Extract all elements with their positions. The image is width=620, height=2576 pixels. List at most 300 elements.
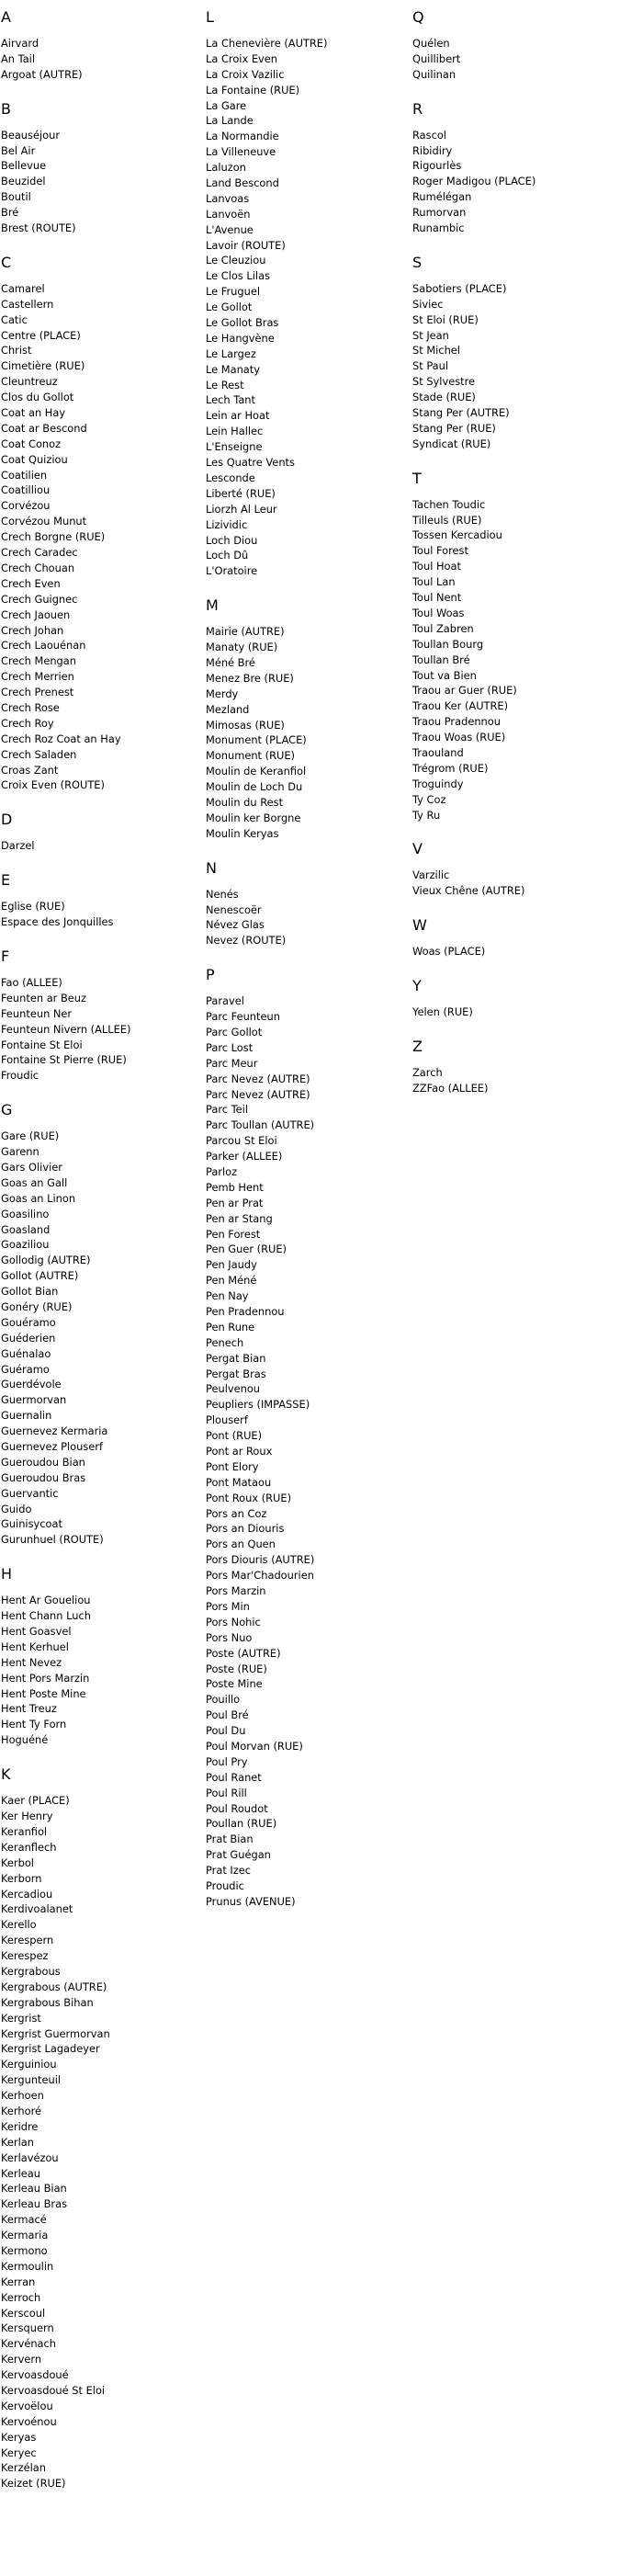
street-name: Le Cleuziou <box>206 254 266 267</box>
street-name: Gollot (AUTRE) <box>1 1269 79 1283</box>
street-name: Keizet (RUE) <box>1 2477 66 2491</box>
street-name: Crech Roz Coat an Hay <box>1 732 121 745</box>
section-g <box>1 1101 198 1548</box>
street-name: Guénalao <box>1 1346 51 1360</box>
street-name: Siviec <box>412 297 444 311</box>
street-name: Yelen (RUE) <box>412 1005 473 1019</box>
street-name: Roger Madigou (PLACE) <box>412 175 536 188</box>
street-name: Garenn <box>1 1145 39 1159</box>
section-a <box>1 8 198 83</box>
street-name: Vieux Chêne (AUTRE) <box>412 884 525 898</box>
section-m <box>206 596 403 841</box>
street-name: Parc Gollot <box>206 1025 263 1038</box>
street-name: Mairie (AUTRE) <box>206 625 285 639</box>
section-b <box>1 100 198 236</box>
street-name: Les Quatre Vents <box>206 456 295 470</box>
street-name: Goas an Linon <box>1 1191 76 1205</box>
street-name: Pen Rune <box>206 1320 255 1333</box>
street-name: Ty Coz <box>412 792 446 806</box>
street-name: Ker Henry <box>1 1810 53 1823</box>
street-name: Lesconde <box>206 471 255 484</box>
street-name: Hent Goasvel <box>1 1625 72 1639</box>
street-name: Coat an Hay <box>1 406 66 420</box>
street-name: Moulin de Keranfiol <box>206 765 307 778</box>
street-name: Kergrabous (AUTRE) <box>1 1980 107 1993</box>
street-name: Goas an Gall <box>1 1175 68 1189</box>
street-name: Kermaria <box>1 2229 49 2242</box>
section-letter: L <box>206 8 214 26</box>
street-name: Pouillo <box>206 1693 241 1707</box>
street-name: Christ <box>1 344 32 357</box>
section-l <box>206 8 403 579</box>
street-name: Guernalin <box>1 1409 52 1423</box>
street-name: Le Gollot <box>206 301 253 314</box>
index-column-3 <box>412 8 610 1114</box>
street-name: Peupliers (IMPASSE) <box>206 1398 310 1412</box>
street-name: Castellern <box>1 297 54 311</box>
street-name: Pors Nohic <box>206 1615 261 1628</box>
section-letter: C <box>1 253 12 271</box>
street-name: Proudic <box>206 1878 244 1892</box>
street-name: Pen Méné <box>206 1274 257 1288</box>
street-name: Peulvenou <box>206 1382 261 1396</box>
street-name: Kerlavézou <box>1 2150 59 2164</box>
street-name: Crech Laouénan <box>1 639 86 653</box>
street-name: Espace des Jonquilles <box>1 915 114 929</box>
street-name: Feunten ar Beuz <box>1 991 86 1004</box>
street-list <box>1 899 198 930</box>
section-letter: Y <box>412 977 422 995</box>
section-e <box>1 871 198 930</box>
street-name: Kergrist Lagadeyer <box>1 2042 100 2056</box>
street-name: Crech Even <box>1 576 61 590</box>
street-list <box>412 36 610 83</box>
street-name: Tossen Kercadiou <box>412 528 502 542</box>
street-name: Gare (RUE) <box>1 1129 60 1143</box>
street-name: Pen Guer (RUE) <box>206 1243 287 1256</box>
street-name: Toul Lan <box>412 575 456 589</box>
street-name: Pors Marzin <box>206 1584 266 1598</box>
street-name: La Gare <box>206 98 247 112</box>
street-name: Poul Ranet <box>206 1770 262 1784</box>
street-name: L'Avenue <box>206 222 254 236</box>
street-name: Kerhoen <box>1 2089 44 2103</box>
street-name: Kerespez <box>1 1949 49 1963</box>
street-name: Moulin ker Borgne <box>206 811 301 824</box>
street-list <box>412 128 610 236</box>
street-name: Beuzidel <box>1 175 46 188</box>
street-name: Beauséjour <box>1 128 60 142</box>
street-name: Nenés <box>206 887 239 901</box>
street-name: Toullan Bourg <box>412 637 484 651</box>
street-name: Liberté (RUE) <box>206 486 276 500</box>
street-name: Kerespern <box>1 1934 54 1947</box>
street-name: Rumélégan <box>412 190 472 204</box>
street-name: Pont (RUE) <box>206 1429 263 1443</box>
street-name: Menez Bre (RUE) <box>206 671 294 685</box>
street-name: Pors an Coz <box>206 1506 267 1520</box>
street-name: Monument (RUE) <box>206 749 295 763</box>
section-w <box>412 916 610 959</box>
street-name: Sabotiers (PLACE) <box>412 281 507 295</box>
street-list <box>1 838 198 854</box>
street-name: Guernevez Plouserf <box>1 1440 103 1454</box>
street-name: Nenescoër <box>206 902 262 916</box>
street-name: Pors Nuo <box>206 1630 253 1644</box>
street-name: Crech Chouan <box>1 561 75 574</box>
street-name: Kermono <box>1 2243 48 2257</box>
street-name: Land Bescond <box>206 176 279 190</box>
street-name: Laluzon <box>206 161 246 175</box>
street-name: Traou Woas (RUE) <box>412 731 506 744</box>
street-name: Hent Kerhuel <box>1 1640 69 1653</box>
street-name: Quélen <box>412 37 450 50</box>
street-name: Parc Toullan (AUTRE) <box>206 1118 315 1132</box>
street-name: Ty Ru <box>412 808 441 822</box>
street-name: Kerello <box>1 1918 37 1932</box>
street-name: Kergrabous Bihan <box>1 1995 94 2009</box>
street-name: Fao (ALLEE) <box>1 975 62 989</box>
street-name: Prat Bian <box>206 1833 254 1846</box>
street-name: Pen Pradennou <box>206 1305 285 1319</box>
street-name: Tilleuls (RUE) <box>412 513 482 527</box>
street-name: Poul Du <box>206 1724 246 1738</box>
street-name: Gueroudou Bian <box>1 1455 85 1469</box>
street-name: Poul Pry <box>206 1754 248 1768</box>
street-name: Prunus (AVENUE) <box>206 1894 296 1908</box>
street-name: Prat Guégan <box>206 1848 271 1862</box>
street-name: Varzilic <box>412 868 450 882</box>
street-name: Crech Rose <box>1 700 60 714</box>
street-name: Kergunteuil <box>1 2073 62 2087</box>
street-name: Pors an Quen <box>206 1538 276 1551</box>
street-name: Kerbol <box>1 1855 34 1869</box>
street-name: Lizividic <box>206 517 248 531</box>
section-q <box>412 8 610 83</box>
street-name: Pemb Hent <box>206 1180 264 1194</box>
street-name: Kerran <box>1 2275 36 2288</box>
street-name: Crech Saladen <box>1 747 77 761</box>
street-list <box>206 993 403 1910</box>
street-name: Gonéry (RUE) <box>1 1300 73 1313</box>
street-name: Keryec <box>1 2445 37 2459</box>
street-name: Pont Roux (RUE) <box>206 1491 292 1504</box>
street-name: Keridre <box>1 2119 39 2133</box>
street-name: Crech Merrien <box>1 670 74 684</box>
street-name: Ribidiry <box>412 143 453 157</box>
street-name: Keranflech <box>1 1840 57 1854</box>
street-name: Hent Poste Mine <box>1 1686 86 1700</box>
street-name: Paravel <box>206 994 244 1008</box>
street-name: Parc Nevez (AUTRE) <box>206 1087 310 1101</box>
street-name: Feunteun Ner <box>1 1006 73 1020</box>
street-name: Kervénach <box>1 2337 57 2351</box>
street-name: Traou ar Guer (RUE) <box>412 684 517 698</box>
street-name: St Sylvestre <box>412 375 476 389</box>
street-name: Moulin de Loch Du <box>206 780 303 794</box>
street-name: Argoat (AUTRE) <box>1 67 83 81</box>
street-name: Croas Zant <box>1 763 59 777</box>
street-name: Pen Forest <box>206 1227 261 1241</box>
street-name: Toullan Bré <box>412 653 470 666</box>
street-list <box>1 1593 198 1748</box>
street-name: Parloz <box>206 1165 238 1178</box>
street-name: La Croix Even <box>206 51 277 65</box>
section-letter: N <box>206 858 217 877</box>
street-name: An Tail <box>1 51 36 65</box>
street-name: La Fontaine (RUE) <box>206 83 300 96</box>
section-letter: K <box>1 1765 11 1784</box>
street-name: Crech Mengan <box>1 654 76 668</box>
section-z <box>412 1038 610 1096</box>
street-name: Pergat Bras <box>206 1367 266 1380</box>
street-name: Goasland <box>1 1222 51 1236</box>
street-name: Toul Nent <box>412 591 462 605</box>
street-name: Zarch <box>412 1065 443 1079</box>
street-name: Poullan (RUE) <box>206 1817 277 1831</box>
street-name: Boutil <box>1 190 31 204</box>
street-name: Le Clos Lilas <box>206 269 271 283</box>
section-letter: M <box>206 596 219 615</box>
street-list <box>1 128 198 236</box>
street-name: Parc Teil <box>206 1103 249 1117</box>
street-name: Crech Caradec <box>1 546 78 560</box>
street-name: Loch Diou <box>206 533 258 547</box>
street-name: Quilinan <box>412 67 457 81</box>
street-name: Troguindy <box>412 777 464 790</box>
street-name: L'Oratoire <box>206 564 258 578</box>
street-name: Le Rest <box>206 378 244 392</box>
street-name: Kermacé <box>1 2213 47 2227</box>
street-name: Camarel <box>1 281 45 295</box>
section-letter: R <box>412 99 423 118</box>
street-name: Kerroch <box>1 2290 41 2304</box>
street-name: Stade (RUE) <box>412 391 476 404</box>
street-name: Kervoëlou <box>1 2399 53 2412</box>
street-name: Parcou St Eloi <box>206 1134 277 1148</box>
section-letter: H <box>1 1565 13 1583</box>
street-name: Catic <box>1 312 28 326</box>
street-name: Guinisycoat <box>1 1517 62 1531</box>
street-name: Toul Forest <box>412 544 468 558</box>
section-letter: Q <box>412 8 424 26</box>
section-c <box>1 254 198 793</box>
street-name: Kerleau Bras <box>1 2197 67 2211</box>
street-name: Rumorvan <box>412 206 467 220</box>
street-name: Crech Guignec <box>1 592 78 606</box>
street-name: Toul Woas <box>412 606 465 619</box>
section-f <box>1 948 198 1084</box>
street-name: Névez Glas <box>206 918 265 932</box>
street-name: Guerdévole <box>1 1378 62 1391</box>
street-list <box>412 868 610 899</box>
street-name: Coatilien <box>1 468 48 482</box>
street-name: Kerlan <box>1 2135 34 2149</box>
street-name: Liorzh Al Leur <box>206 502 277 516</box>
street-name: Guido <box>1 1502 32 1515</box>
street-name: St Eloi (RUE) <box>412 312 479 326</box>
street-name: Lanvoas <box>206 191 250 205</box>
section-y <box>412 977 610 1020</box>
street-name: Kerborn <box>1 1871 42 1885</box>
section-d <box>1 811 198 854</box>
street-name: Pors Min <box>206 1599 250 1613</box>
street-name: Parker (ALLEE) <box>206 1150 283 1163</box>
street-name: Pen ar Prat <box>206 1196 264 1209</box>
street-name: Corvézou <box>1 499 51 513</box>
street-name: Penech <box>206 1335 244 1349</box>
street-name: La Croix Vazilic <box>206 67 285 81</box>
street-name: Crech Roy <box>1 716 54 730</box>
street-name: Poul Roudot <box>206 1801 268 1815</box>
index-column-2 <box>206 8 403 1927</box>
section-letter: Z <box>412 1037 423 1055</box>
section-k <box>1 1765 198 2491</box>
street-name: Manaty (RUE) <box>206 641 278 654</box>
street-name: L'Enseigne <box>206 440 263 454</box>
street-name: Mimosas (RUE) <box>206 718 285 732</box>
street-list <box>206 624 403 841</box>
street-name: Hent Treuz <box>1 1702 57 1716</box>
section-letter: D <box>1 811 13 829</box>
street-name: Woas (PLACE) <box>412 945 486 959</box>
street-name: Cimetière (RUE) <box>1 359 85 373</box>
street-name: Gouéramo <box>1 1315 56 1329</box>
street-name: Parc Nevez (AUTRE) <box>206 1072 310 1085</box>
street-name: Stang Per (AUTRE) <box>412 406 510 420</box>
section-r <box>412 100 610 236</box>
street-name: Pors an Diouris <box>206 1522 285 1536</box>
street-name: Tout va Bien <box>412 668 477 682</box>
street-name: Keranfiol <box>1 1824 48 1838</box>
street-name: Kerhoré <box>1 2104 42 2117</box>
street-name: Pergat Bian <box>206 1351 266 1365</box>
street-name: Brest (ROUTE) <box>1 221 76 235</box>
street-list <box>1 36 198 83</box>
street-name: Crech Jaouen <box>1 607 71 621</box>
street-name: Kergrist <box>1 2011 41 2025</box>
street-name: Guernevez Kermaria <box>1 1424 108 1438</box>
street-name: Coat Conoz <box>1 437 62 450</box>
street-name: Pen ar Stang <box>206 1211 273 1225</box>
street-list <box>412 281 610 452</box>
street-name: Goasilino <box>1 1207 50 1220</box>
street-name: Kercadiou <box>1 1887 53 1901</box>
street-name: Froudic <box>1 1069 39 1083</box>
street-name: Traouland <box>412 745 464 759</box>
street-name: Pont Elory <box>206 1459 259 1473</box>
street-name: Hent Ar Goueliou <box>1 1594 91 1607</box>
section-t <box>412 470 610 823</box>
street-name: Feunteun Nivern (ALLEE) <box>1 1022 131 1036</box>
street-name: Kerscoul <box>1 2306 46 2320</box>
street-name: Kermoulin <box>1 2259 54 2273</box>
section-p <box>206 966 403 1910</box>
street-name: Bré <box>1 206 19 220</box>
street-name: Le Gollot Bras <box>206 316 279 330</box>
street-name: Lech Tant <box>206 393 255 407</box>
street-name: Goaziliou <box>1 1238 50 1252</box>
street-name: St Paul <box>412 359 449 373</box>
street-name: Kerleau Bian <box>1 2182 67 2196</box>
section-letter: B <box>1 99 11 118</box>
street-name: Monument (PLACE) <box>206 733 307 747</box>
section-letter: V <box>412 840 423 858</box>
street-name: La Villeneuve <box>206 145 276 159</box>
street-name: Gurunhuel (ROUTE) <box>1 1533 104 1547</box>
street-name: Kervern <box>1 2353 42 2366</box>
street-name: Parc Meur <box>206 1056 258 1070</box>
street-name: Gollodig (AUTRE) <box>1 1254 91 1267</box>
section-h <box>1 1565 198 1748</box>
street-name: Bel Air <box>1 143 36 157</box>
street-name: Kerguiniou <box>1 2058 57 2071</box>
street-name: Le Fruguel <box>206 285 261 299</box>
street-name: Traou Pradennou <box>412 715 501 729</box>
street-name: Parc Lost <box>206 1040 254 1054</box>
street-name: Quillibert <box>412 51 461 65</box>
street-name: Le Manaty <box>206 362 260 376</box>
street-name: Moulin du Rest <box>206 795 284 809</box>
street-list <box>206 887 403 949</box>
street-name: La Normandie <box>206 130 279 143</box>
street-list <box>412 944 610 959</box>
street-name: Parc Feunteun <box>206 1010 280 1024</box>
street-name: Pont Mataou <box>206 1475 272 1489</box>
street-name: Hoguéné <box>1 1733 49 1747</box>
street-name: Pors Mar'Chadourien <box>206 1569 314 1583</box>
street-name: Pen Nay <box>206 1289 249 1303</box>
street-name: Guermorvan <box>1 1393 67 1407</box>
street-name: Lavoir (ROUTE) <box>206 238 286 252</box>
street-name: Cleuntreuz <box>1 375 58 389</box>
street-name: Le Hangvène <box>206 331 275 345</box>
street-name: Runambic <box>412 221 465 235</box>
street-name: Pont ar Roux <box>206 1445 273 1458</box>
street-name: Poste (AUTRE) <box>206 1646 281 1660</box>
section-letter: G <box>1 1101 13 1119</box>
street-name: Rigourlès <box>412 159 462 173</box>
street-name: La Lande <box>206 114 254 128</box>
street-name: Loch Dû <box>206 549 249 562</box>
street-name: Kerdivoalanet <box>1 1902 73 1916</box>
street-name: Traou Ker (AUTRE) <box>412 699 509 713</box>
street-name: Kerleau <box>1 2166 40 2180</box>
street-name: Fontaine St Pierre (RUE) <box>1 1053 127 1067</box>
street-name: Lein ar Hoat <box>206 409 270 423</box>
street-name: Eglise (RUE) <box>1 900 65 914</box>
street-name: Gollot Bian <box>1 1285 59 1299</box>
street-name: Rascol <box>412 128 446 142</box>
section-n <box>206 859 403 949</box>
street-name: Guéderien <box>1 1331 56 1345</box>
street-name: Crech Johan <box>1 623 64 637</box>
street-name: Lanvoën <box>206 207 251 221</box>
street-name: Darzel <box>1 839 35 853</box>
section-v <box>412 840 610 899</box>
street-list <box>412 1004 610 1020</box>
street-name: Hent Nevez <box>1 1655 62 1669</box>
street-name: Nevez (ROUTE) <box>206 934 287 948</box>
street-name: Coat ar Bescond <box>1 421 87 435</box>
street-name: Hent Ty Forn <box>1 1718 67 1731</box>
street-name: Pors Diouris (AUTRE) <box>206 1553 315 1567</box>
street-name: Lein Hallec <box>206 425 264 438</box>
section-letter: A <box>1 8 11 26</box>
street-list <box>206 36 403 579</box>
street-name: Merdy <box>206 687 239 700</box>
street-name: Guervantic <box>1 1486 59 1500</box>
